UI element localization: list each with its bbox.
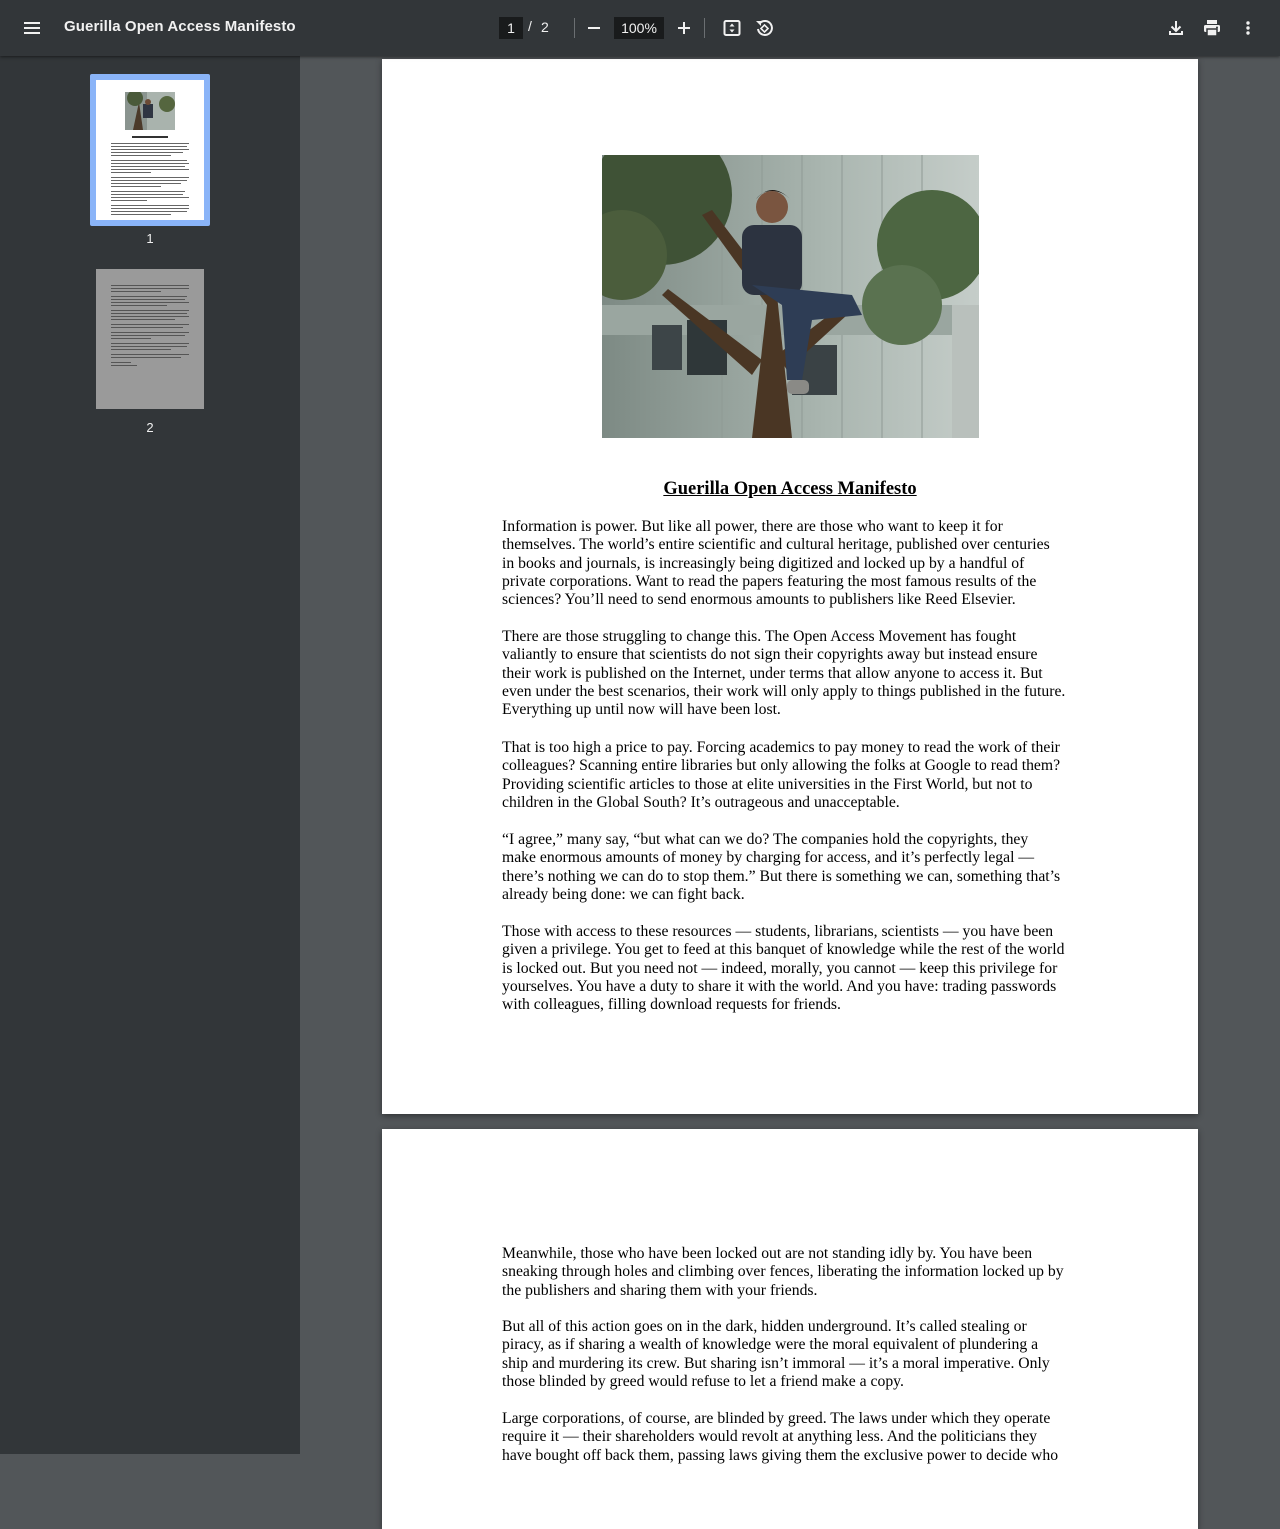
page-number-input[interactable]: 1 — [499, 17, 523, 39]
rotate-button[interactable] — [748, 12, 780, 44]
print-icon — [1202, 18, 1222, 38]
more-actions-button[interactable] — [1232, 12, 1264, 44]
paragraph: There are those struggling to change this. The Open Access Movement has fought valiantly to ensure that scientists do not sign their copyrights away but instead ensure their work is published on the Internet, under terms that allow anyone to access it. But even under the best scenarios, their work will only apply to things published in the future. Everything up until now will have been lost. — [502, 628, 1066, 719]
plus-icon — [676, 20, 692, 36]
paragraph: Those with access to these resources — students, librarians, scientists — you have been given a privilege. You get to feed at this banquet of knowledge while the rest of the world is locked out. But you need not — indeed, morally, you cannot — keep this privilege for yourselves. You have a duty to share it with the world. And you have: trading passwords with colleagues, filling download requests for friends. — [502, 923, 1065, 1014]
total-pages: 2 — [541, 19, 549, 35]
menu-button[interactable] — [16, 12, 48, 44]
page-separator: / — [528, 18, 532, 34]
toolbar-divider — [574, 18, 575, 38]
download-button[interactable] — [1160, 12, 1192, 44]
paragraph: “I agree,” many say, “but what can we do? The companies hold the copyrights, they make enormous amounts of money by charging for access, and it’s perfectly legal — there’s nothing we can do to stop them.” But there is something we can, something that’s already being done: we can fight back. — [502, 831, 1061, 903]
thumbnail-sidebar — [0, 56, 300, 1454]
fit-to-page-icon — [722, 18, 742, 38]
toolbar-divider — [704, 18, 705, 38]
zoom-out-button[interactable] — [578, 12, 610, 44]
zoom-in-button[interactable] — [668, 12, 700, 44]
pdf-page-2 — [382, 1129, 1198, 1529]
paragraph: Information is power. But like all power, there are those who want to keep it for themselves. The world’s entire scientific and cultural heritage, published over centuries in books and journals, is increasingly being digitized and locked up by a handful of private corporations. Want to read the papers featuring the most famous results of the sciences? You’ll need to send enormous amounts to publishers like Reed Elsevier. — [502, 518, 1050, 609]
zoom-level-input[interactable]: 100% — [614, 17, 664, 39]
minus-icon — [586, 20, 602, 36]
document-title: Guerilla Open Access Manifesto — [64, 18, 296, 35]
hamburger-menu-icon — [22, 18, 42, 38]
more-vertical-icon — [1240, 20, 1256, 36]
page-thumbnail-1[interactable] — [96, 80, 204, 220]
document-photo — [602, 155, 979, 438]
pdf-toolbar — [0, 0, 1280, 56]
thumbnail-label: 1 — [146, 231, 154, 246]
rotate-icon — [754, 18, 774, 38]
paragraph: Large corporations, of course, are blinded by greed. The laws under which they operate require it — their shareholders would revolt at anything less. And the politicians they have bought off back them, passing laws giving them the exclusive power to decide who — [502, 1410, 1059, 1464]
article-title: Guerilla Open Access Manifesto — [663, 479, 917, 499]
thumbnail-photo — [125, 92, 175, 130]
paragraph: Meanwhile, those who have been locked out are not standing idly by. You have been sneaking through holes and climbing over fences, liberating the information locked up by the publishers and sharing them with your friends. — [502, 1245, 1064, 1299]
thumbnail-label: 2 — [146, 420, 154, 435]
page-thumbnail-2[interactable] — [96, 269, 204, 409]
download-icon — [1167, 19, 1185, 37]
paragraph: That is too high a price to pay. Forcing academics to pay money to read the work of their colleagues? Scanning entire libraries but only allowing the folks at Google to read them? Providing scientific articles to those at elite universities in the First World, but not to children in the Global South? It’s outrageous and unacceptable. — [502, 739, 1061, 811]
pdf-page-1 — [382, 59, 1198, 1114]
fit-to-page-button[interactable] — [716, 12, 748, 44]
paragraph: But all of this action goes on in the dark, hidden underground. It’s called stealing or piracy, as if sharing a wealth of knowledge were the moral equivalent of plundering a ship and murdering its crew. But sharing isn’t immoral — it’s a moral imperative. Only those blinded by greed would refuse to let a friend make a copy. — [502, 1318, 1050, 1390]
print-button[interactable] — [1196, 12, 1228, 44]
